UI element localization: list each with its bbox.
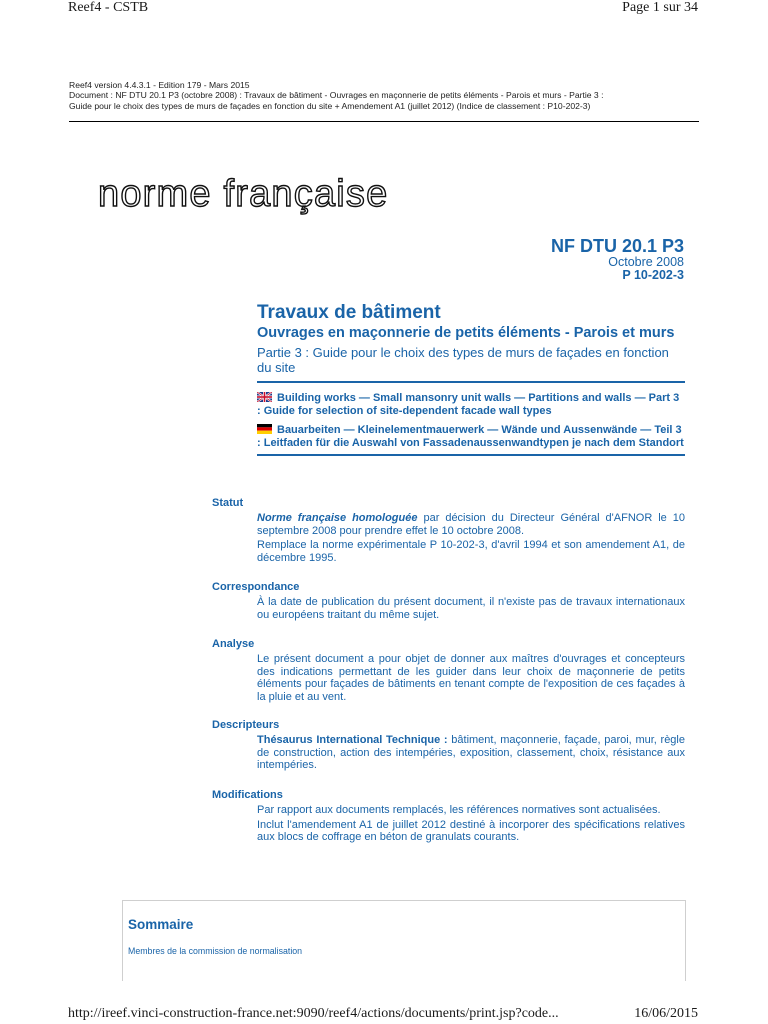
meta-line: Document : NF DTU 20.1 P3 (octobre 2008) : Travaux de bâtiment - Ouvrages en maçonnerie de petits éléments - Parois et murs - Partie 3 : xyxy=(69,90,604,101)
sommaire-link[interactable]: Membres de la commission de normalisation xyxy=(128,946,303,956)
section-body-statut xyxy=(257,512,685,566)
section-label-correspondance: Correspondance xyxy=(212,581,300,593)
modifications-amendment: Inclut l'amendement A1 de juillet 2012 destiné à incorporer des spécifications relatives aux blocs de coffrage en béton de granulats courants. xyxy=(257,818,685,843)
section-body-analyse xyxy=(257,653,685,705)
divider xyxy=(69,121,699,122)
english-title-text: Building works — Small mansonry unit walls — Partitions and walls — Part 3 : Guide for selection of site-dependent facade wall types xyxy=(257,392,680,417)
german-title-text: Bauarbeiten — Kleinelementmauerwerk — Wände und Aussenwände — Teil 3 : Leitfaden für die Auswahl von Fassadenaussenwandtypen je nach dem Standort xyxy=(257,424,684,449)
title-block xyxy=(257,302,685,456)
norme-francaise-logo: norme française xyxy=(98,173,389,215)
section-body-modifications xyxy=(257,804,685,846)
print-footer-date: 16/06/2015 xyxy=(634,1006,698,1021)
section-label-modifications: Modifications xyxy=(212,789,283,801)
section-label-analyse: Analyse xyxy=(212,638,255,650)
section-label-descripteurs: Descripteurs xyxy=(212,719,280,731)
statut-text: par décision du Directeur Général d'AFNOR le 10 septembre 2008 pour prendre effet le 10 octobre 2008. xyxy=(257,512,685,537)
modifications-text: Par rapport aux documents remplacés, les références normatives sont actualisées. xyxy=(257,804,661,816)
uk-flag-icon xyxy=(257,392,272,402)
page-title: Travaux de bâtiment xyxy=(257,302,441,323)
divider xyxy=(257,454,685,456)
standard-date: Octobre 2008 xyxy=(608,255,684,269)
section-label-statut: Statut xyxy=(212,497,244,509)
german-title xyxy=(257,424,685,449)
document-meta xyxy=(69,80,699,111)
correspondance-text: À la date de publication du présent document, il n'existe pas de travaux internationaux ou européens traitant du même sujet. xyxy=(257,596,685,621)
descripteurs-text xyxy=(257,734,685,772)
analyse-text: Le présent document a pour objet de donner aux maîtres d'ouvrages et concepteurs des indications permettant de les guider dans leur choix de maçonnerie de petits éléments pour façades de bâtiments en tenant compte de l'exposition de ces façades à la pluie et au vent. xyxy=(257,653,685,703)
meta-line: Reef4 version 4.4.3.1 - Edition 179 - Mars 2015 xyxy=(69,80,250,90)
page-subtitle: Ouvrages en maçonnerie de petits éléments - Parois et murs xyxy=(257,325,675,341)
descripteurs-thesaurus: Thésaurus International Technique : xyxy=(257,734,448,746)
german-flag-icon xyxy=(257,424,272,434)
divider xyxy=(257,381,685,383)
section-body-correspondance xyxy=(257,596,685,623)
meta-line: Guide pour le choix des types de murs de façades en fonction du site + Amendement A1 (juillet 2012) (Indice de classement : P10-202-3) xyxy=(69,100,591,111)
print-footer-url: http://ireef.vinci-construction-france.net:9090/reef4/actions/documents/print.jsp?code... xyxy=(68,1006,559,1021)
standard-code: NF DTU 20.1 P3 xyxy=(550,236,684,256)
descripteurs-keywords: bâtiment, maçonnerie, façade, paroi, mur, règle de construction, action des intempéries, exposition, classement, choix, résistance aux intempéries. xyxy=(257,734,685,771)
sommaire-box xyxy=(122,900,686,981)
section-body-descripteurs xyxy=(257,734,685,774)
print-header-title: Reef4 - CSTB xyxy=(68,0,149,15)
page-part-title: Partie 3 : Guide pour le choix des types de murs de façades en fonction du site xyxy=(257,345,669,375)
print-header-page-count: Page 1 sur 34 xyxy=(622,0,698,15)
sommaire-title: Sommaire xyxy=(128,917,194,932)
standard-reference xyxy=(551,236,684,282)
statut-emphasis: Norme française homologuée xyxy=(257,512,418,524)
statut-paragraph xyxy=(257,512,685,537)
statut-replaces: Remplace la norme expérimentale P 10-202-3, d'avril 1994 et son amendement A1, de décembre 1995. xyxy=(257,539,685,564)
english-title xyxy=(257,392,685,417)
standard-index: P 10-202-3 xyxy=(622,268,684,282)
